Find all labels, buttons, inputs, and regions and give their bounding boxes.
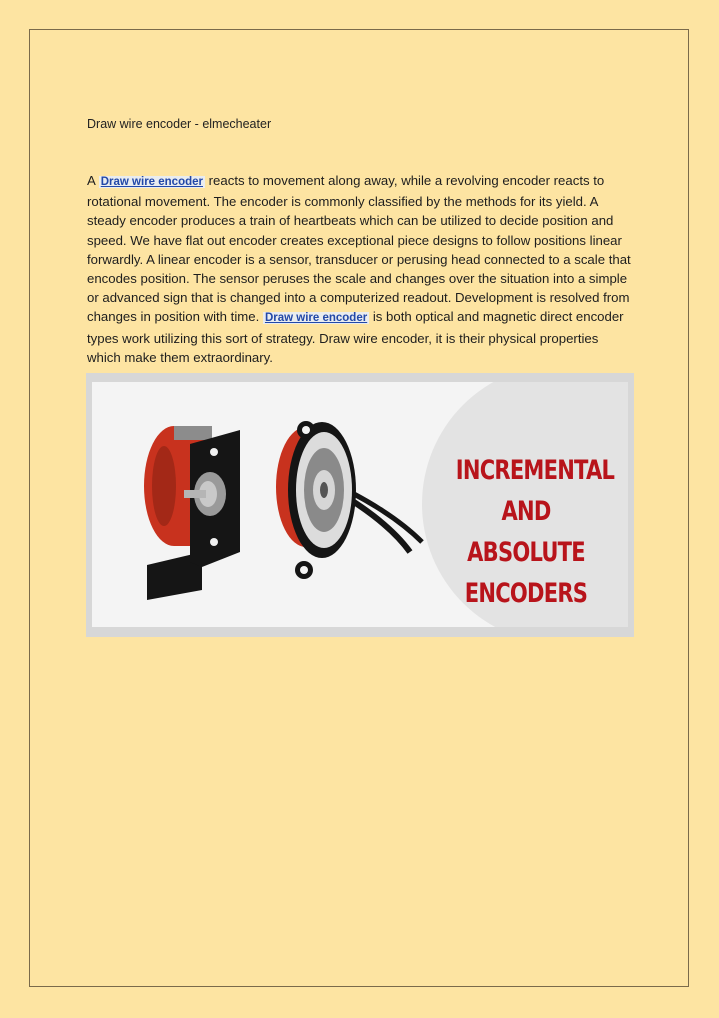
figure-title [455,450,615,614]
document-title: Draw wire encoder - elmecheater [87,117,272,131]
draw-wire-encoder-link[interactable]: Draw wire encoder [100,176,203,188]
flange-encoder-icon [276,421,422,579]
figure-title-line: INCREMENTAL [455,455,615,486]
figure-title-line: ENCODERS [464,578,588,609]
body-paragraph [87,171,635,367]
encoders-image [86,373,634,637]
draw-wire-encoder-link[interactable]: Draw wire encoder [264,312,368,325]
encoders-image-canvas [92,382,628,627]
text-run: A [87,173,99,188]
figure-title-line: AND ABSOLUTE [467,496,585,568]
text-run: reacts to movement along away, while a revolving encoder reacts to rotational movement. The encoder is commonly classified by the methods for its yield. A steady encoder produces a train of heartbeats which can be utilized to decide position and speed. We have flat out encoder creates exceptional piece designs to follow positions linear forwardly. A linear encoder is a sensor, transducer or perusing head connected to a scale that encodes position. The sensor peruses the scale and changes over the situation into a simple or advanced sign that is changed into a computerized readout. Development is resolved from changes in position with time. [87,173,631,325]
text-run: is both optical and magnetic direct encoder types work utilizing this sort of strategy. Draw wire encoder, it is their physical properties which make them extraordinary. [87,309,624,365]
encoder-with-bracket-icon [144,426,240,600]
